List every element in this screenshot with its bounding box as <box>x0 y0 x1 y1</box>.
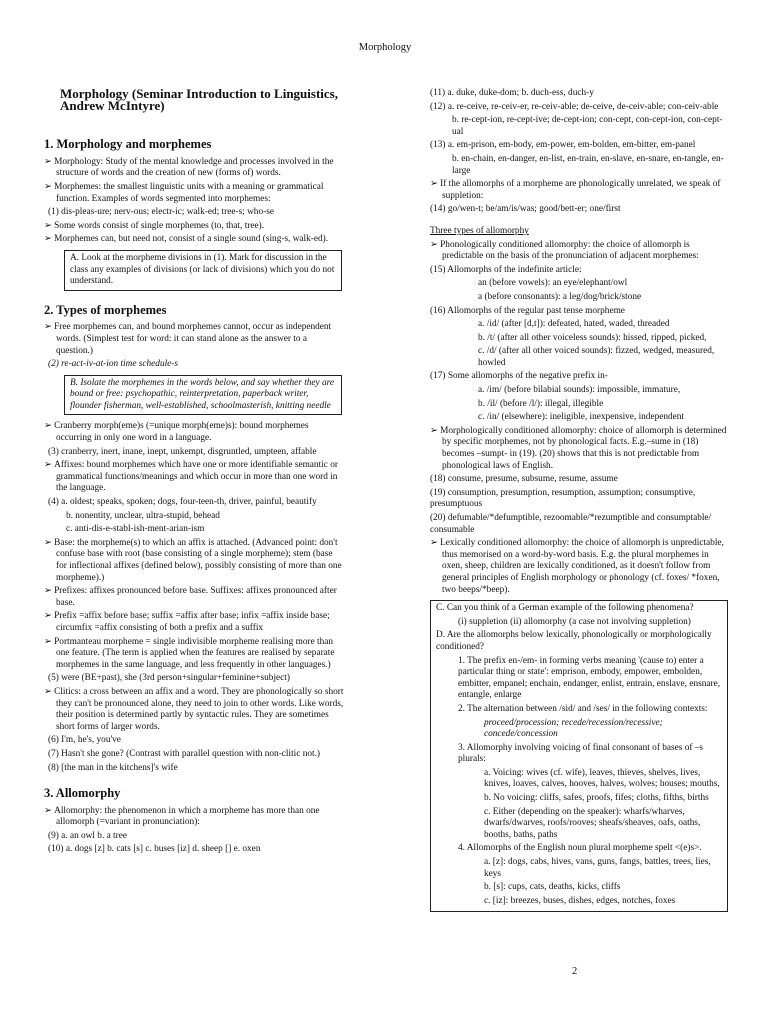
bullet-item: ➢ Phonologically conditioned allomorphy: the choice of allomorph is predictable on the basis of the pronunciation of adjacent morphemes: <box>430 240 730 263</box>
page-number: 2 <box>572 966 578 977</box>
bullet-item: ➢ Cranberry morph(eme)s (=unique morph(eme)s): bound morphemes occurring in only one word in a language. <box>44 421 344 444</box>
example: (2) re-act-iv-at-ion time schedule-s <box>48 359 179 370</box>
bullet-item: ➢ Prefix =affix before base; suffix =affix after base; infix =affix inside base; circumfix =affix consisting of both a prefix and a suffix <box>44 611 344 634</box>
example: a. /id/ (after [d,t]): defeated, hated, waded, threaded <box>478 319 670 330</box>
example: (20) defumable/*defumptible, rezoomable/*rezumptible and consumptable/ consumable <box>430 513 712 535</box>
bullet-item: ➢ Some words consist of single morphemes (to, that, tree). <box>44 221 344 233</box>
example: (1) dis-pleas-ure; nerv-ous; electr-ic; walk-ed; tree-s; who-se <box>48 207 274 218</box>
example: c. anti-dis-e-stabl-ish-ment-arian-ism <box>66 524 205 535</box>
bullet-item: ➢ Morphology: Study of the mental knowledge and processes involved in the structure of words and the creation of new (forms of) words. <box>44 157 344 180</box>
subheading: Three types of allomorphy <box>430 225 529 236</box>
example: (3) cranberry, inert, inane, inept, unkempt, disgruntled, umpteen, affable <box>48 446 317 457</box>
exercise-box <box>430 600 728 912</box>
example: (15) Allomorphs of the indefinite article: <box>430 264 582 275</box>
right-column <box>430 88 730 918</box>
example: b. /il/ (before /l/): illegal, illegible <box>478 398 604 409</box>
example: (6) I'm, he's, you've <box>48 735 121 746</box>
running-head: Morphology <box>358 42 412 53</box>
example: (17) Some allomorphs of the negative prefix in- <box>430 371 608 382</box>
exercise-box: A. Look at the morpheme divisions in (1). Mark for discussion in the class any examples of divisions (or lack of divisions) which you do not understand. <box>64 250 342 291</box>
example: (18) consume, presume, subsume, resume, assume <box>430 474 618 485</box>
exercise-box: B. Isolate the morphemes in the words below, and say whether they are bound or free: psychopathic, reinterpretation, paperback writer, flounder fisherman, well-established, schoolmasterish, knitting needle <box>64 375 342 416</box>
section-heading: 2. Types of morphemes <box>44 302 167 317</box>
example: (14) go/wen-t; be/am/is/was; good/bett-er; one/first <box>430 204 621 215</box>
bullet-item: ➢ Morphologically conditioned allomorphy: choice of allomorph is determined by specific morphemes, not by phonological facts. E.g.–sume in (18) becomes –sumpt- in (19). (20) shows that this is not predictable from phonological laws of English. <box>430 426 730 472</box>
example: (19) consumption, presumption, resumption, assumption; consumptive, presumptuous <box>430 487 696 510</box>
bullet-item: ➢ Allomorphy: the phenomenon in which a morpheme has more than one allomorph (=variant in pronunciation): <box>44 806 344 829</box>
example: b. re-cept-ion, re-cept-ive; de-cept-ion; con-cept, con-cept-ion, con-cept-ual <box>452 115 723 137</box>
exercise-line: (i) suppletion (ii) allomorphy (a case not involving suppletion) <box>458 616 691 627</box>
left-column <box>44 88 344 858</box>
example: b. /t/ (after all other voiceless sounds): hissed, ripped, picked, <box>478 332 707 343</box>
exercise-line: a. Voicing: wives (cf. wife), leaves, thieves, shelves, lives, knives, loaves, calves, hooves, halves, wolves; houses; mouths, <box>484 767 720 790</box>
example: a. /im/ (before bilabial sounds): impossible, immature, <box>478 385 681 396</box>
example: (4) a. oldest; speaks, spoken; dogs, four-teen-th, driver, painful, beautify <box>48 497 317 508</box>
exercise-question: D. Are the allomorphs below lexically, phonologically or morphologically conditioned? <box>436 630 712 652</box>
section-heading: 3. Allomorphy <box>44 786 121 801</box>
section-heading: 1. Morphology and morphemes <box>44 137 212 152</box>
example: (8) [the man in the kitchens]'s wife <box>48 762 178 773</box>
example: c. /d/ (after all other voiced sounds): fizzed, wedged, measured, howled <box>478 346 715 368</box>
exercise-line: b. No voicing: cliffs, safes, proofs, fifes; cloths, fifths, births <box>484 793 709 804</box>
exercise-line: a. [z]: dogs, cabs, hives, vans, guns, fangs, battles, trees, lies, keys <box>484 857 711 879</box>
exercise-line: 2. The alternation between /sid/ and /ses/ in the following contexts: <box>458 703 708 714</box>
example: c. /in/ (elsewhere): ineligible, inexpensive, independent <box>478 412 685 423</box>
bullet-item: ➢ Base: the morpheme(s) to which an affix is attached. (Advanced point: don't confuse base with root (base consisting of a single morpheme); stem (base for inflectional affixes (defined below), possibly consisting of more than one morpheme).) <box>44 538 344 584</box>
document-title: Morphology (Seminar Introduction to Linguistics, Andrew McIntyre) <box>60 86 338 113</box>
example: (13) a. em-prison, em-body, em-power, em-bolden, em-bitter, em-panel <box>430 140 696 151</box>
exercise-line: c. [iz]: breezes, buses, dishes, edges, notches, foxes <box>484 895 676 906</box>
bullet-item: ➢ Lexically conditioned allomorphy: the choice of allomorph is unpredictable, thus memorised on a word-by-word basis. E.g. the plural morphemes in oxen, sheep, children are lexically conditioned, as it doesn't follow from general principles of English morphology or phonology (cf. foxes/ *foxen, two beeps/*beep). <box>430 538 730 596</box>
bullet-item: ➢ Morphemes: the smallest linguistic units with a meaning or grammatical function. Examples of words segmented into morphemes: <box>44 182 344 205</box>
example: (11) a. duke, duke-dom; b. duch-ess, duch-y <box>430 88 594 98</box>
example: (10) a. dogs [z] b. cats [s] c. buses [iz] d. sheep [] e. oxen <box>48 844 261 855</box>
example: b. en-chain, en-danger, en-list, en-train, en-slave, en-snare, en-tangle, en-large <box>452 153 724 176</box>
example: (16) Allomorphs of the regular past tense morpheme <box>430 305 625 316</box>
bullet-item: ➢ Prefixes: affixes pronounced before base. Suffixes: affixes pronounced after base. <box>44 586 344 609</box>
example: (9) a. an owl b. a tree <box>48 830 127 841</box>
example: an (before vowels): an eye/elephant/owl <box>478 278 628 289</box>
exercise-question: C. Can you think of a German example of the following phenomena? <box>436 603 694 614</box>
bullet-item: ➢ If the allomorphs of a morpheme are phonologically unrelated, we speak of suppletion: <box>430 179 730 202</box>
exercise-line: 1. The prefix en-/em- in forming verbs meaning '(cause to) enter a particular thing or state': emprison, embody, empower, embolden, embitter, empanel; enchain, endanger, enlist, entrain, enslave, ensnare, entangle, enlarge <box>458 655 721 701</box>
exercise-line: 3. Allomorphy involving voicing of final consonant of bases of –s plurals: <box>458 742 704 765</box>
bullet-item: ➢ Affixes: bound morphemes which have one or more identifiable semantic or grammatical functions/meanings and which occur in more than one word in the language. <box>44 460 344 495</box>
exercise-line: b. [s]: cups, cats, deaths, kicks, cliffs <box>484 882 621 893</box>
example: (7) Hasn't she gone? (Contrast with parallel question with non-clitic not.) <box>48 748 320 759</box>
exercise-line: proceed/procession; recede/recession/recessive; concede/concession <box>484 717 663 740</box>
example: (5) were (BE+past), she (3rd person+singular+feminine+subject) <box>48 673 290 684</box>
exercise-line: c. Either (depending on the speaker): wharfs/wharves, dwarfs/dwarves, roofs/rooves; sheafs/sheaves, oafs, oaths, booths, baths, paths <box>484 806 701 840</box>
exercise-line: 4. Allomorphs of the English noun plural morpheme spelt <(e)s>. <box>458 843 702 854</box>
example: b. nonentity, unclear, ultra-stupid, behead <box>66 510 220 521</box>
bullet-item: ➢ Free morphemes can, and bound morphemes cannot, occur as independent words. (Simplest test for word: it can stand alone as the answer to a question.) <box>44 322 344 357</box>
bullet-item: ➢ Portmanteau morpheme = single indivisible morpheme realising more than one feature. (The term is applied when the features are realised by separate morphemes in the same language, and less frequently in other languages.) <box>44 637 344 672</box>
bullet-item: ➢ Morphemes can, but need not, consist of a single sound (sing-s, walk-ed). <box>44 234 344 246</box>
example: (12) a. re-ceive, re-ceiv-er, re-ceiv-able; de-ceive, de-ceiv-able; con-ceiv-able <box>430 101 719 112</box>
bullet-item: ➢ Clitics: a cross between an affix and a word. They are phonologically so short they can't be pronounced alone, they need to join to other words. Like words, their position is determined partly by syntactic rules. They are sometimes short forms of larger words. <box>44 687 344 733</box>
example: a (before consonants): a leg/dog/brick/stone <box>478 291 642 302</box>
